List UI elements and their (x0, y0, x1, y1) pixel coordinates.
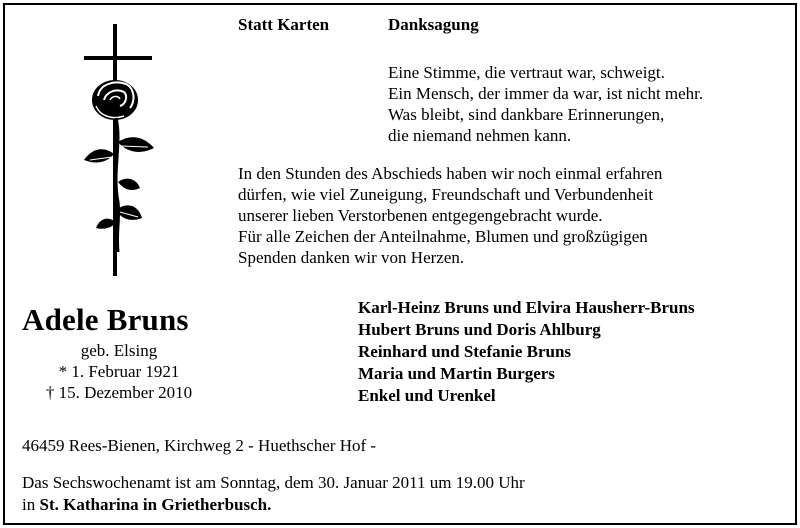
thanks-line: unserer lieben Verstorbenen entgegengebracht wurde. (238, 206, 603, 225)
cross-with-rose-icon (78, 22, 160, 278)
address: 46459 Rees-Bienen, Kirchweg 2 - Huethscher Hof - (22, 436, 377, 455)
thanks-line: Für alle Zeichen der Anteilnahme, Blumen und großzügigen (238, 227, 648, 246)
poem-line: Eine Stimme, die vertraut war, schweigt. (388, 63, 665, 82)
family-member: Karl-Heinz Bruns und Elvira Hausherr-Bruns (358, 298, 695, 317)
service-prefix: in (22, 495, 40, 514)
family-member: Hubert Bruns und Doris Ahlburg (358, 320, 601, 339)
thanks-line: Spenden danken wir von Herzen. (238, 248, 465, 267)
church-name: St. Katharina in Grietherbusch. (39, 495, 272, 514)
poem (388, 62, 703, 146)
family-member: Enkel und Urenkel (358, 386, 496, 405)
service-location-line (22, 495, 271, 515)
thanks-line: dürfen, wie viel Zuneigung, Freundschaft und Verbundenheit (238, 185, 654, 204)
poem-line: Ein Mensch, der immer da war, ist nicht mehr. (388, 84, 704, 103)
thanks-text (238, 163, 662, 268)
header-danksagung: Danksagung (388, 15, 479, 34)
family-member: Maria und Martin Burgers (358, 364, 555, 383)
family-member: Reinhard und Stefanie Bruns (358, 342, 572, 361)
death-date: † 15. Dezember 2010 (45, 383, 193, 402)
thanks-line: In den Stunden des Abschieds haben wir noch einmal erfahren (238, 164, 663, 183)
maiden-name: geb. Elsing (80, 341, 158, 360)
family-list (358, 297, 695, 407)
deceased-name: Adele Bruns (22, 302, 189, 337)
service-info: Das Sechswochenamt ist am Sonntag, dem 30. Januar 2011 um 19.00 Uhr (22, 473, 525, 492)
birth-date: * 1. Februar 1921 (58, 362, 180, 381)
poem-line: Was bleibt, sind dankbare Erinnerungen, (388, 105, 665, 124)
header-statt-karten: Statt Karten (238, 15, 330, 34)
poem-line: die niemand nehmen kann. (388, 126, 572, 145)
